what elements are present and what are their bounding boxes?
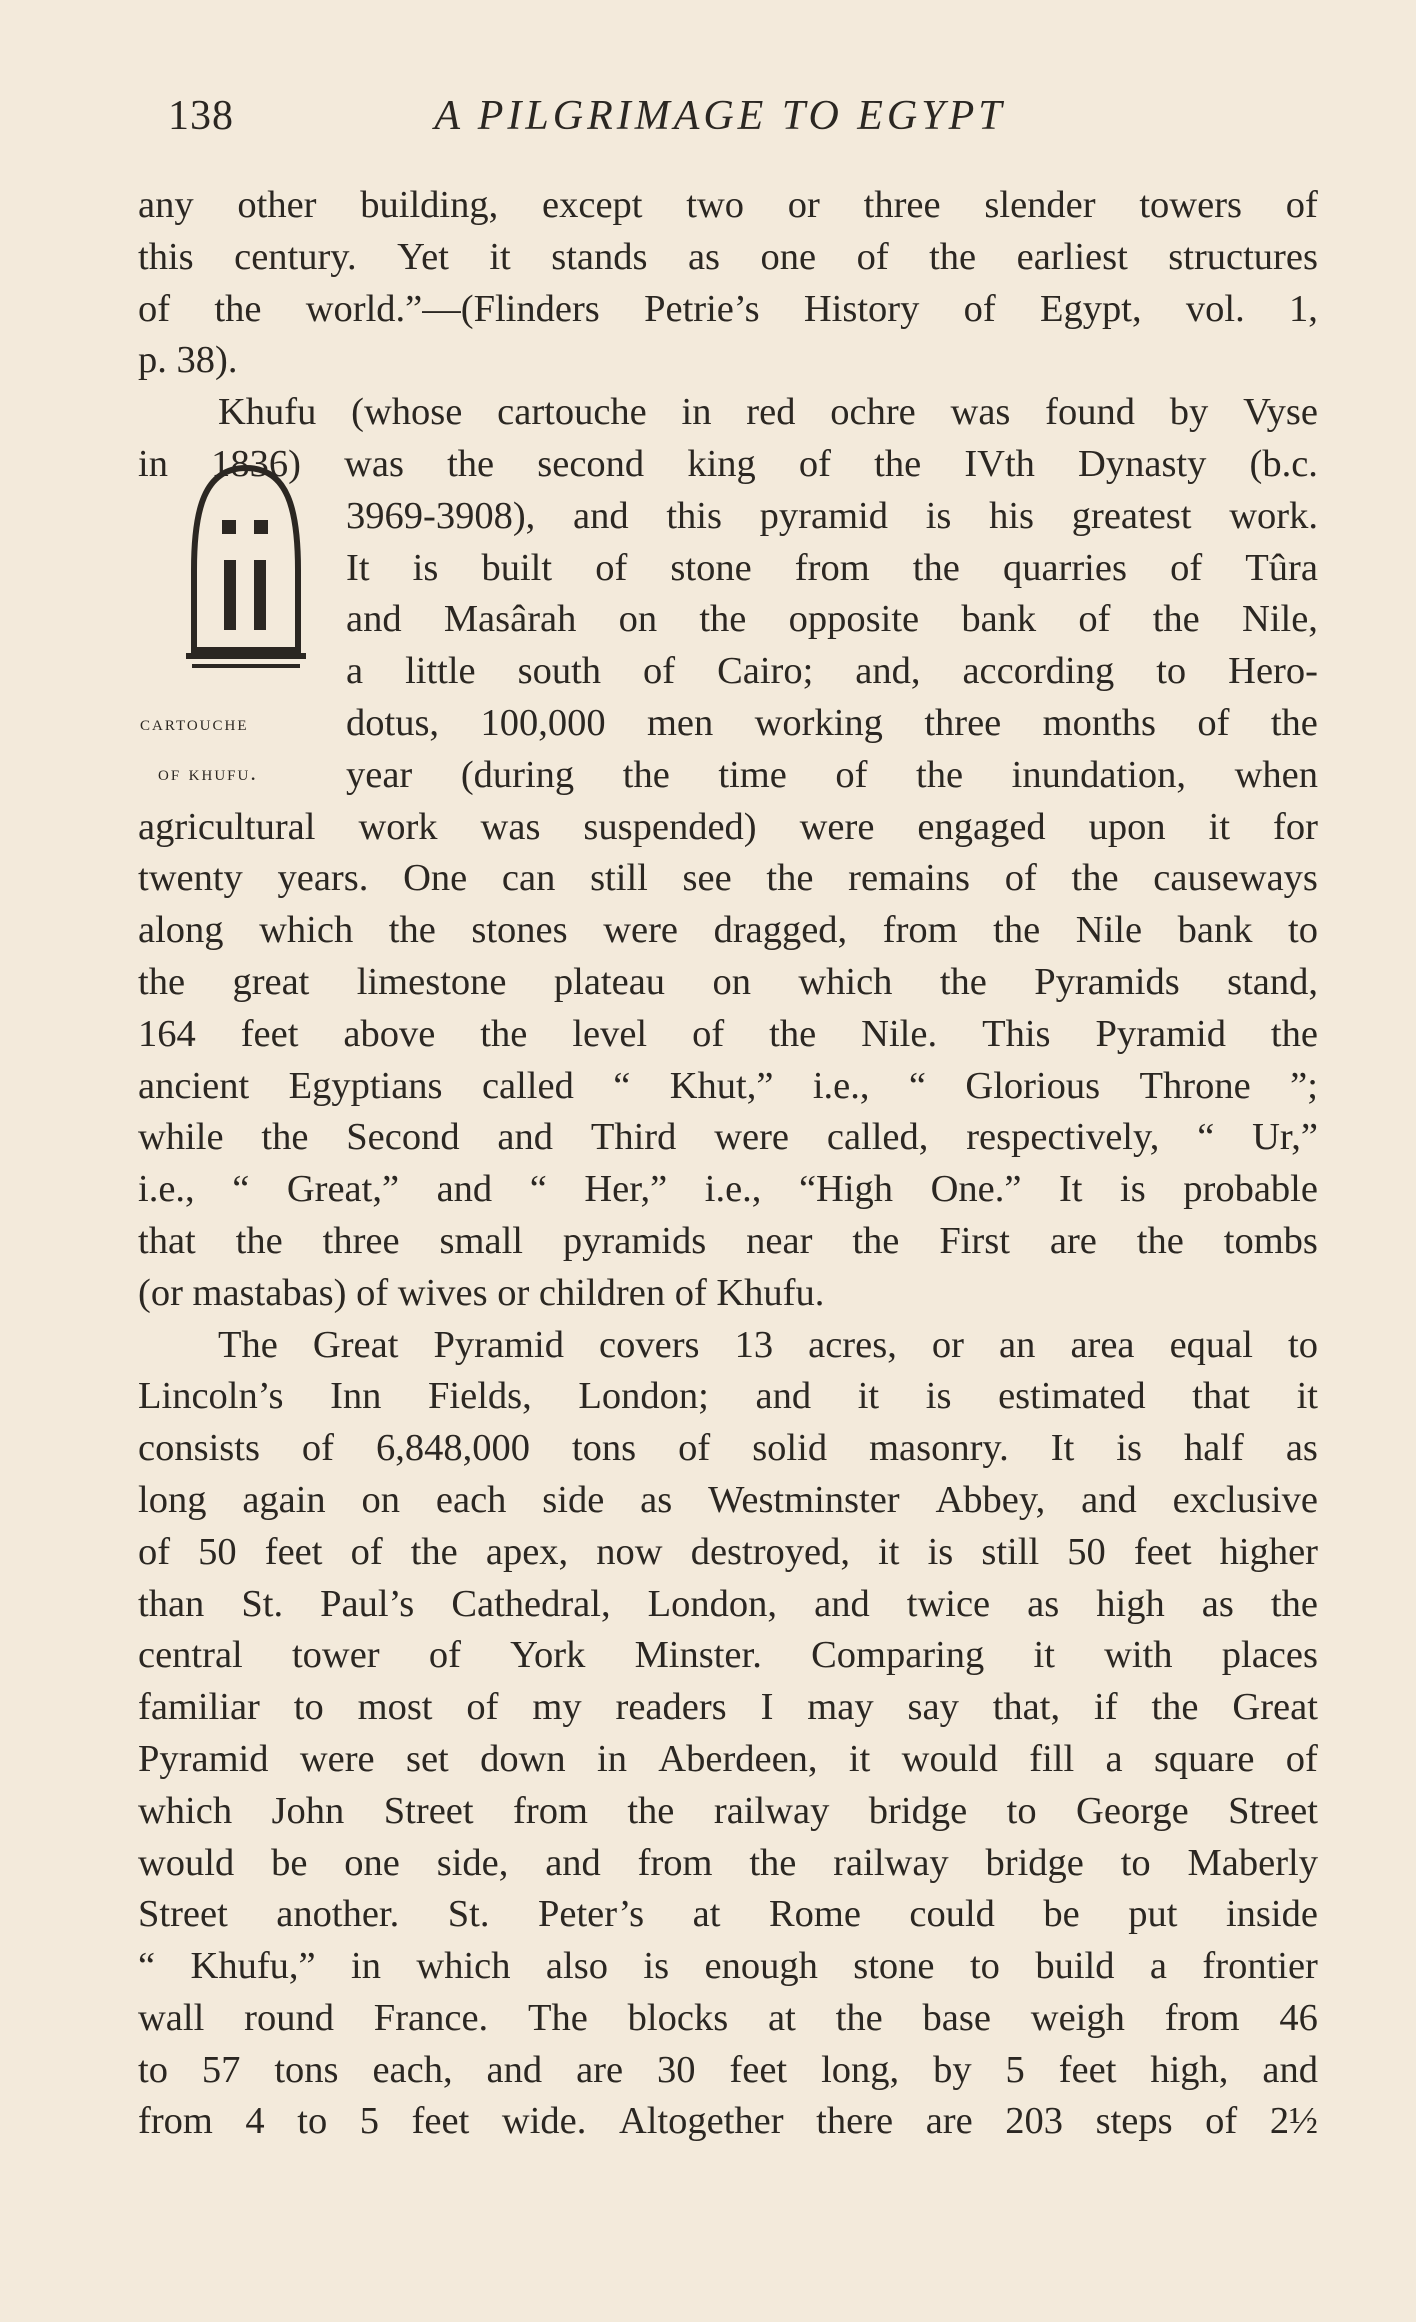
text-line: central tower of York Minster. Comparing it with places <box>138 1634 1318 1677</box>
text-line: Lincoln’s Inn Fields, London; and it is estimated that it <box>138 1375 1318 1418</box>
text-line: which John Street from the railway bridge to George Street <box>138 1789 1318 1832</box>
text-line: agricultural work was suspended) were engaged upon it for <box>138 805 1318 848</box>
text-line: p. 38). <box>138 339 238 382</box>
text-line: i.e., “ Great,” and “ Her,” i.e., “High One.” It is probable <box>138 1168 1318 1211</box>
text-line: wall round France. The blocks at the base weigh from 46 <box>138 1996 1318 2039</box>
text-line: this century. Yet it stands as one of the earliest structures <box>138 235 1318 278</box>
text-line: It is built of stone from the quarries of Tûra <box>346 546 1318 589</box>
text-line: would be one side, and from the railway bridge to Maberly <box>138 1841 1318 1884</box>
text-line: Pyramid were set down in Aberdeen, it would fill a square of <box>138 1737 1318 1780</box>
text-line: familiar to most of my readers I may say that, if the Great <box>138 1686 1318 1729</box>
cartouche-icon <box>186 460 306 700</box>
text-line: along which the stones were dragged, from the Nile bank to <box>138 909 1318 952</box>
text-line: consists of 6,848,000 tons of solid masonry. It is half as <box>138 1427 1318 1470</box>
page-number: 138 <box>168 93 234 139</box>
text-line: of 50 feet of the apex, now destroyed, it is still 50 feet higher <box>138 1530 1318 1573</box>
cartouche-caption-line2: of khufu. <box>158 760 258 785</box>
text-line: of the world.”—(Flinders Petrie’s History of Egypt, vol. 1, <box>138 287 1318 330</box>
text-line: Khufu (whose cartouche in red ochre was found by Vyse <box>218 391 1318 434</box>
text-line: dotus, 100,000 men working three months of the <box>346 701 1318 744</box>
cartouche-caption-line1: cartouche <box>140 710 249 735</box>
text-line: any other building, except two or three slender towers of <box>138 184 1318 226</box>
text-line: and Masârah on the opposite bank of the Nile, <box>346 598 1318 641</box>
body-text <box>138 180 1318 2148</box>
text-line: year (during the time of the inundation, when <box>346 753 1318 796</box>
text-line: in 1836) was the second king of the IVth Dynasty (b.c. <box>138 442 1318 485</box>
text-line: a little south of Cairo; and, according to Hero- <box>346 650 1318 693</box>
text-line: while the Second and Third were called, respectively, “ Ur,” <box>138 1116 1318 1159</box>
running-title: A PILGRIMAGE TO EGYPT <box>434 93 1006 139</box>
text-line: 3969-3908), and this pyramid is his greatest work. <box>346 494 1318 537</box>
text-line: from 4 to 5 feet wide. Altogether there are 203 steps of 2½ <box>138 2100 1318 2143</box>
text-line: the great limestone plateau on which the Pyramids stand, <box>138 960 1318 1003</box>
text-line: 164 feet above the level of the Nile. This Pyramid the <box>138 1012 1318 1055</box>
text-line: The Great Pyramid covers 13 acres, or an area equal to <box>218 1323 1318 1366</box>
text-line: “ Khufu,” in which also is enough stone to build a frontier <box>138 1945 1318 1988</box>
text-line: (or mastabas) of wives or children of Khufu. <box>138 1271 825 1314</box>
text-line: that the three small pyramids near the First are the tombs <box>138 1219 1318 1262</box>
text-line: long again on each side as Westminster Abbey, and exclusive <box>138 1478 1318 1521</box>
text-line: twenty years. One can still see the remains of the causeways <box>138 857 1318 900</box>
text-line: Street another. St. Peter’s at Rome could be put inside <box>138 1893 1318 1936</box>
page-header <box>130 92 1310 152</box>
text-line: than St. Paul’s Cathedral, London, and twice as high as the <box>138 1582 1318 1625</box>
text-line: to 57 tons each, and are 30 feet long, by 5 feet high, and <box>138 2048 1318 2091</box>
text-line: ancient Egyptians called “ Khut,” i.e., “ Glorious Throne ”; <box>138 1064 1318 1107</box>
